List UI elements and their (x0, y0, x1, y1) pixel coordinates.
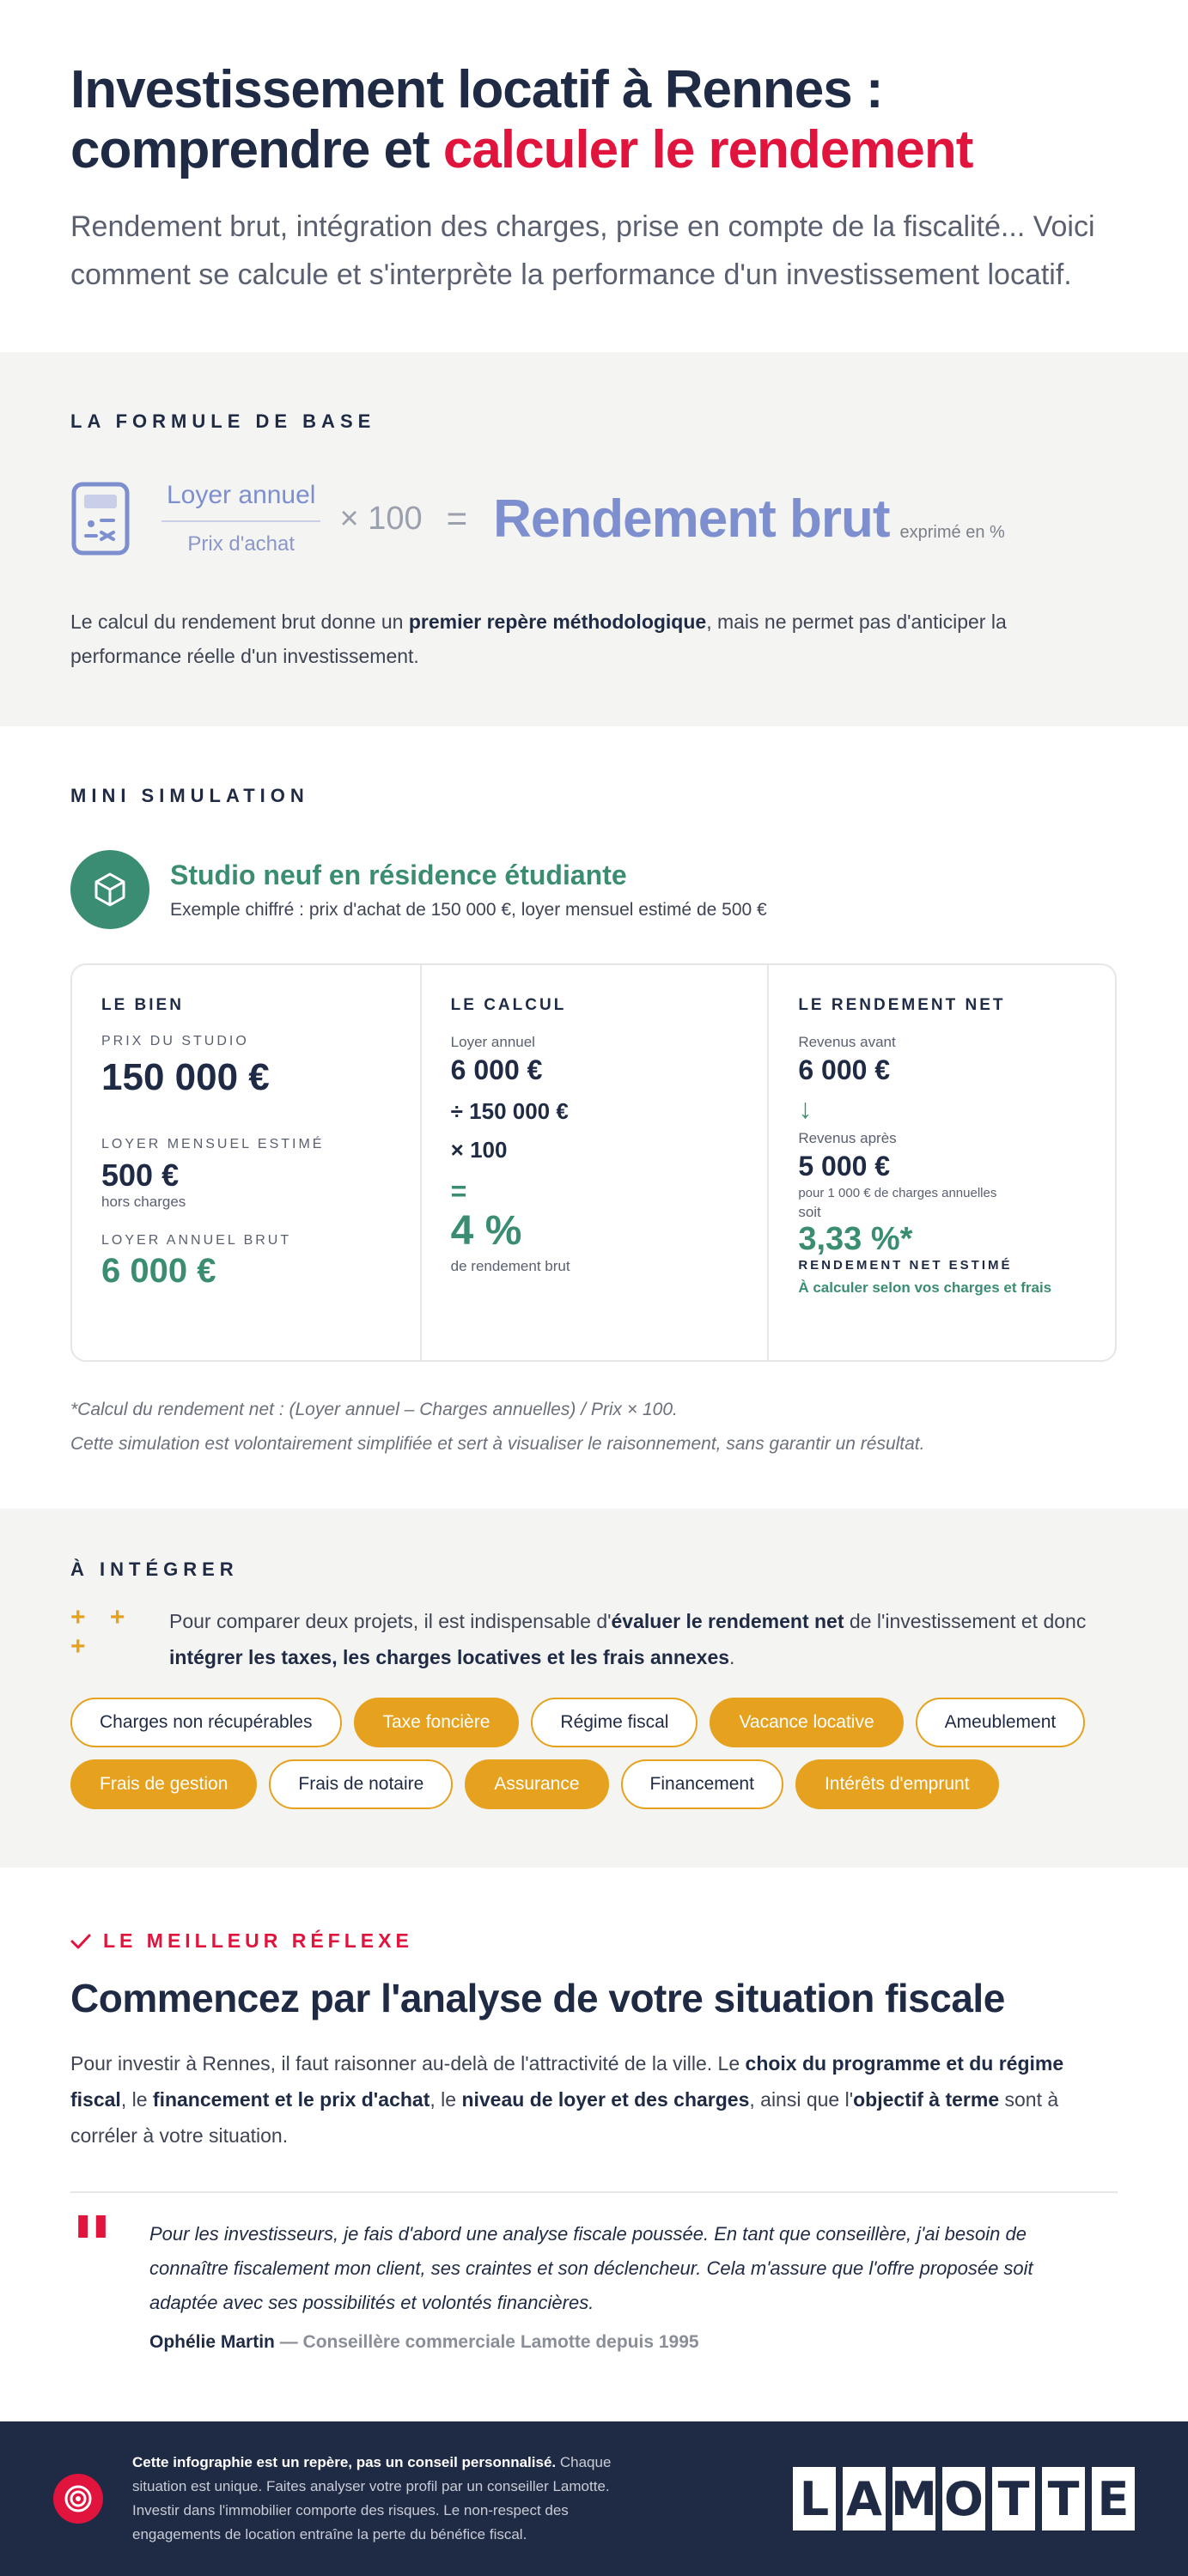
testimonial-quote (70, 2191, 1118, 2353)
reflexe-title: Commencez par l'analyse de votre situation fiscale (70, 1976, 1005, 2020)
price-value: 150 000 € (101, 1056, 270, 1098)
calcul-line1: 6 000 € (450, 1054, 543, 1085)
quote-author (149, 2332, 1103, 2353)
cost-tag: Financement (621, 1759, 783, 1809)
formula-times: × 100 (339, 500, 423, 537)
logo-letter: M (893, 2467, 935, 2530)
net-after: 5 000 € (798, 1151, 891, 1182)
column-bien (72, 965, 420, 1360)
annual-value: 6 000 € (101, 1252, 216, 1290)
formula-numerator: Loyer annuel (161, 481, 320, 522)
reflexe-text-part: sont à corréler à votre situation. (70, 2088, 1059, 2147)
reflexe-text-bold: choix du programme et du régime fiscal (70, 2052, 1064, 2111)
arrow-down-icon: ↓ (798, 1093, 813, 1124)
footer-disclaimer-text: Chaque situation est unique. Faites analyser votre profil par un conseiller Lamotte. Investir dans l'immobilier comporte des risques. Le non-respect des engagements de location entraîne la perte du bénéfice fiscal. (132, 2454, 612, 2543)
formula-explanation (70, 605, 1118, 673)
reflexe-text-bold: objectif à terme (853, 2088, 1000, 2111)
cost-tag: Vacance locative (710, 1698, 903, 1747)
check-icon (70, 1933, 91, 1950)
net-heading: LE RENDEMENT NET (798, 996, 1006, 1014)
cost-tag: Charges non récupérables (70, 1698, 342, 1747)
simulation-subtitle: Exemple chiffré : prix d'achat de 150 000 €, loyer mensuel estimé de 500 € (170, 899, 767, 920)
logo-letter: O (942, 2467, 985, 2530)
title-accent: calculer le rendement (442, 120, 973, 179)
title-line2: comprendre et (70, 120, 443, 179)
reflexe-text-bold: niveau de loyer et des charges (461, 2088, 750, 2111)
integrer-text-part: . (729, 1646, 735, 1668)
cost-tag: Frais de notaire (269, 1759, 453, 1809)
target-icon (53, 2474, 103, 2524)
integrer-text-part: de l'investissement et donc (844, 1610, 1087, 1632)
bien-heading: LE BIEN (101, 996, 184, 1014)
calcul-line2: ÷ 150 000 € (450, 1098, 569, 1124)
title-line1: Investissement locatif à Rennes : (70, 60, 883, 119)
integrer-section (0, 1509, 1188, 1868)
formula-fraction (161, 481, 320, 556)
net-result-label: RENDEMENT NET ESTIMÉ (798, 1258, 1013, 1273)
formula-text-bold: premier repère méthodologique (408, 611, 707, 633)
reflexe-section (0, 1868, 1188, 2421)
rent-value: 500 € (101, 1157, 180, 1193)
intro-text: Rendement brut, intégration des charges, prise en compte de la fiscalité... Voici comment se calcule et s'interprète la performance d'un investissement locatif. (70, 210, 1095, 291)
price-label: PRIX DU STUDIO (101, 1034, 249, 1048)
reflexe-text-bold: financement et le prix d'achat (152, 2088, 430, 2111)
calcul-line1-label: Loyer annuel (450, 1034, 535, 1050)
calcul-equals: = (450, 1176, 467, 1206)
reflexe-text-part: , ainsi que l' (749, 2088, 854, 2111)
column-net (767, 965, 1115, 1360)
formula-denominator: Prix d'achat (187, 532, 295, 556)
reflexe-label-text: LE MEILLEUR RÉFLEXE (103, 1929, 413, 1952)
cost-tags (70, 1698, 1136, 1821)
simulation-header (70, 850, 1118, 929)
simulation-label: MINI SIMULATION (70, 785, 309, 806)
footer (0, 2421, 1188, 2576)
simulation-note-2: Cette simulation est volontairement simplifiée et sert à visualiser le raisonnement, sans garantir un résultat. (70, 1434, 925, 1454)
formula-text-part: , mais ne permet pas d'anticiper la performance réelle d'un investissement. (70, 611, 1007, 667)
author-role: — Conseillère commerciale Lamotte depuis 1995 (274, 2332, 699, 2352)
reflexe-text-part: Pour investir à Rennes, il faut raisonner au-delà de l'attractivité de la ville. Le (70, 2052, 746, 2075)
lamotte-logo[interactable] (786, 2467, 1135, 2530)
formula-row (70, 476, 1118, 562)
net-after-note: pour 1 000 € de charges annuelles (798, 1186, 997, 1200)
column-calcul (420, 965, 768, 1360)
simulation-notes (70, 1393, 1118, 1461)
simulation-section (0, 726, 1188, 1509)
calcul-line3: × 100 (450, 1137, 508, 1163)
net-result-note: À calculer selon vos charges et frais (798, 1279, 1052, 1296)
rent-note: hors charges (101, 1194, 186, 1210)
logo-letter: A (843, 2467, 886, 2530)
calcul-heading: LE CALCUL (450, 996, 567, 1014)
net-before-label: Revenus avant (798, 1034, 896, 1050)
annual-label: LOYER ANNUEL BRUT (101, 1233, 292, 1248)
simulation-note-1: *Calcul du rendement net : (Loyer annuel – Charges annuelles) / Prix × 100. (70, 1400, 678, 1419)
footer-disclaimer (132, 2451, 656, 2547)
net-after-label: Revenus après (798, 1130, 897, 1146)
reflexe-text-part: , le (430, 2088, 462, 2111)
page-title (70, 60, 1118, 180)
simulation-card (70, 963, 1117, 1362)
logo-letter: E (1092, 2467, 1135, 2530)
integrer-text-part: Pour comparer deux projets, il est indispensable d' (169, 1610, 612, 1632)
cost-tag: Taxe foncière (354, 1698, 520, 1747)
footer-disclaimer-bold: Cette infographie est un repère, pas un conseil personnalisé. (132, 2454, 557, 2470)
cost-tag: Ameublement (916, 1698, 1086, 1747)
cost-tag: Régime fiscal (531, 1698, 698, 1747)
net-result: 3,33 %* (798, 1221, 913, 1257)
net-before: 6 000 € (798, 1054, 891, 1085)
simulation-title: Studio neuf en résidence étudiante (170, 859, 627, 890)
quote-icon: " (70, 2198, 114, 2295)
calculator-icon (70, 481, 131, 556)
reflexe-text-part: , le (120, 2088, 153, 2111)
reflexe-text (70, 2045, 1117, 2154)
integrer-text-bold: intégrer les taxes, les charges locatives et les frais annexes (169, 1646, 730, 1668)
author-name: Ophélie Martin (149, 2332, 275, 2352)
integrer-label: À INTÉGRER (70, 1558, 239, 1580)
formula-result: Rendement brut (493, 489, 890, 549)
cost-tag: Intérêts d'emprunt (795, 1759, 999, 1809)
formula-equals: = (446, 498, 468, 538)
formula-text-part: Le calcul du rendement brut donne un (70, 611, 409, 633)
calcul-result-note: de rendement brut (450, 1258, 570, 1274)
logo-letter: T (1042, 2467, 1085, 2530)
formula-section (0, 352, 1188, 726)
formula-result-note: exprimé en % (899, 523, 1005, 542)
integrer-text (169, 1603, 1114, 1675)
cost-tag: Frais de gestion (70, 1759, 257, 1809)
net-soit: soit (798, 1204, 821, 1220)
logo-letter: L (793, 2467, 836, 2530)
rent-label: LOYER MENSUEL ESTIMÉ (101, 1137, 325, 1151)
integrer-text-bold: évaluer le rendement net (611, 1610, 844, 1632)
integrer-row (70, 1603, 1118, 1675)
quote-text: Pour les investisseurs, je fais d'abord une analyse fiscale poussée. En tant que conseillère, j'ai besoin de connaître fiscalement mon client, ses craintes et son déclencheur. Cela m'assure que l'offre proposée soit adaptée avec ses possibilités et volontés financières. (149, 2223, 1033, 2313)
reflexe-label (70, 1929, 1118, 1953)
cost-tag: Assurance (465, 1759, 608, 1809)
logo-letter: T (992, 2467, 1035, 2530)
plus-icons: + + + (70, 1603, 134, 1661)
header-section (0, 0, 1188, 352)
calcul-result: 4 % (450, 1208, 522, 1254)
cube-icon (70, 850, 149, 929)
formula-label: LA FORMULE DE BASE (70, 410, 376, 432)
